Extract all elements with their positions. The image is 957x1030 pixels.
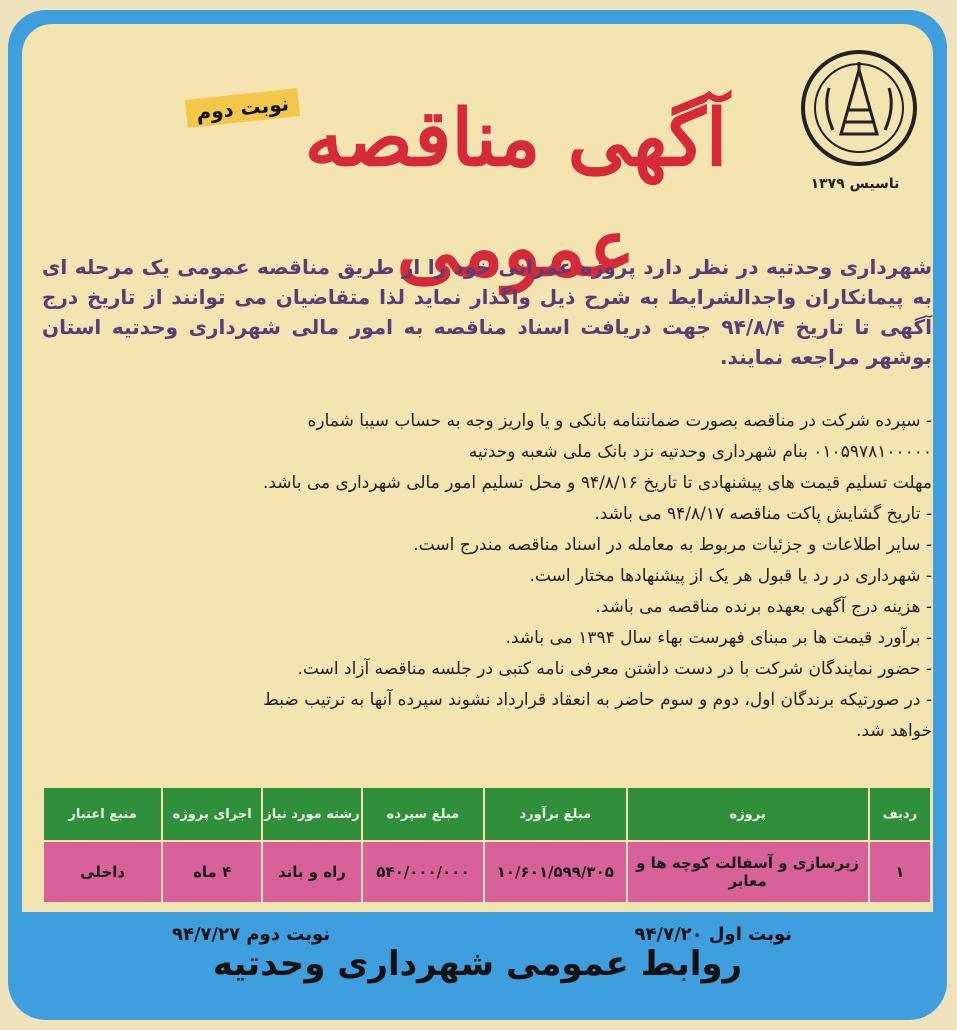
- header-cell-field: رشته مورد نیاز: [262, 787, 362, 841]
- condition-line: - شهرداری در رد یا قبول هر یک از پیشنهادها مختار است.: [529, 566, 932, 586]
- condition-line: - در صورتیکه برندگان اول، دوم و سوم حاضر به انعقاد قرارداد نشوند سپرده آنها به ترتیب ضبط: [263, 690, 932, 710]
- logo-emblem-icon: [799, 48, 919, 168]
- first-round-date: نوبت اول ۹۴/۷/۲۰: [634, 924, 792, 945]
- logo-founded-text: تاسیس ۱۳۷۹: [810, 176, 900, 192]
- condition-line: مهلت تسلیم قیمت های پیشنهادی تا تاریخ ۹۴/۸/۱۶ و محل تسلیم امور مالی شهرداری می باشد.: [262, 473, 932, 493]
- cell-deposit: ۵۴۰/۰۰۰/۰۰۰: [362, 841, 484, 903]
- cell-funding: داخلی: [43, 841, 162, 903]
- intro-paragraph: شهرداری وحدتیه در نظر دارد پروژه عمرانی خود را از طریق مناقصه عمومی یک مرحله ای به پیمانکاران واجدالشرایط به شرح ذیل واگذار نماید لذا متقاضیان می توانند از تاریخ درج آگهی تا تاریخ ۹۴/۸/۴ جهت دریافت اسناد مناقصه به امور مالی شهرداری وحدتیه استان بوشهر مراجعه نمایند.: [42, 255, 932, 369]
- conditions-list: [42, 406, 932, 747]
- header-cell-deposit: مبلغ سپرده: [362, 787, 484, 841]
- header-cell-funding: منبع اعتبار: [43, 787, 162, 841]
- municipality-logo: [799, 48, 919, 168]
- condition-line: - برآورد قیمت ها بر مبنای فهرست بهاء سال ۱۳۹۴ می باشد.: [505, 628, 932, 648]
- table-row: [43, 841, 931, 903]
- condition-line: - سایر اطلاعات و جزئیات مربوط به معامله در اسناد مناقصه مندرج است.: [413, 535, 932, 555]
- header-cell-estimate: مبلغ برآورد: [484, 787, 627, 841]
- condition-line: ۰۱۰۵۹۷۸۱۰۰۰۰۰ بنام شهرداری وحدتیه نزد بانک ملی شعبه وحدتیه: [468, 442, 932, 462]
- condition-line: - تاریخ گشایش پاکت مناقصه ۹۴/۸/۱۷ می باشد.: [594, 504, 932, 524]
- condition-line: خواهد شد.: [856, 721, 932, 741]
- cell-duration: ۴ ماه: [162, 841, 262, 903]
- cell-project: زیرسازی و آسفالت کوچه ها و معابر: [627, 841, 869, 903]
- round-badge: نوبت دوم: [185, 88, 300, 128]
- second-round-date: نوبت دوم ۹۴/۷/۲۷: [172, 924, 331, 945]
- ad-paper: [22, 24, 933, 945]
- footer-signature: روابط عمومی شهرداری وحدتیه: [212, 944, 743, 984]
- header-cell-project: پروژه: [627, 787, 869, 841]
- condition-line: - هزینه درج آگهی بعهده برنده مناقصه می باشد.: [595, 597, 932, 617]
- table-header-row: [43, 787, 931, 841]
- tender-table: [42, 786, 932, 904]
- header-cell-row-number: ردیف: [869, 787, 931, 841]
- condition-line: - حضور نمایندگان شرکت با در دست داشتن معرفی نامه کتبی در جلسه مناقصه آزاد است.: [297, 659, 932, 679]
- ad-title: آگهی مناقصه عمومی: [304, 93, 728, 294]
- header-cell-duration: اجرای پروژه: [162, 787, 262, 841]
- cell-row-number: ۱: [869, 841, 931, 903]
- condition-line: - سپرده شرکت در مناقصه بصورت ضمانتنامه بانکی و یا واریز وجه به حساب سیبا شماره: [307, 411, 932, 431]
- cell-estimate: ۱۰/۶۰۱/۵۹۹/۳۰۵: [484, 841, 627, 903]
- cell-field: راه و باند: [262, 841, 362, 903]
- ad-frame: [8, 10, 947, 1020]
